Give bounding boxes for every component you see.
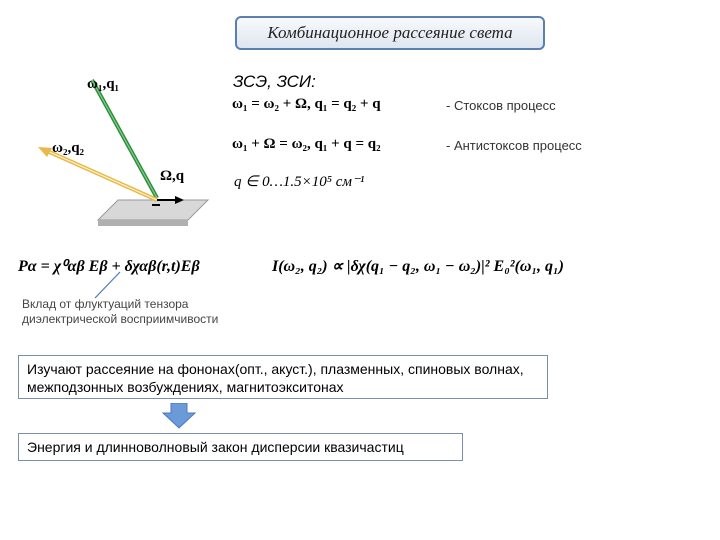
stokes-note: - Стоксов процесс — [446, 98, 556, 113]
sample-top — [98, 200, 208, 220]
q-range: q ∈ 0…1.5×10⁵ см⁻¹ — [234, 174, 365, 190]
stokes-equation: ω₁ = ω₂ + Ω, q₁ = q₂ + q — [232, 96, 381, 112]
sample-side — [98, 220, 188, 226]
excitation-label: Ω,q — [160, 168, 185, 184]
result-box: Энергия и длинноволновый закон дисперсии квазичастиц — [18, 433, 463, 461]
incident-label: ω₁,q₁ — [87, 76, 120, 92]
down-arrow-icon — [162, 403, 196, 429]
polarization-formula: Pα = χ⁰αβ Eβ + δχαβ(r,t)Eβ — [18, 258, 200, 275]
annotation-pointer — [0, 270, 200, 300]
scattered-label: ω₂,q₂ — [52, 140, 85, 156]
antistokes-equation: ω₁ + Ω = ω₂, q₁ + q = q₂ — [232, 136, 381, 152]
slide-title: Комбинационное рассеяние света — [235, 16, 545, 50]
scattering-diagram — [0, 60, 240, 230]
study-box: Изучают рассеяние на фононах(опт., акуст.), плазменных, спиновых волнах, межподзонных возбуждениях, магнитоэкситонах — [18, 355, 548, 399]
intensity-formula: I(ω₂, q₂) ∝ |δχ(q₁ − q₂, ω₁ − ω₂)|² E₀²(ω₁, q₁) — [272, 258, 564, 275]
conservation-heading: ЗСЭ, ЗСИ: — [233, 72, 316, 91]
antistokes-note: - Антистоксов процесс — [446, 138, 582, 153]
annotation-text: Вклад от флуктуаций тензора диэлектрической восприимчивости — [22, 297, 219, 326]
